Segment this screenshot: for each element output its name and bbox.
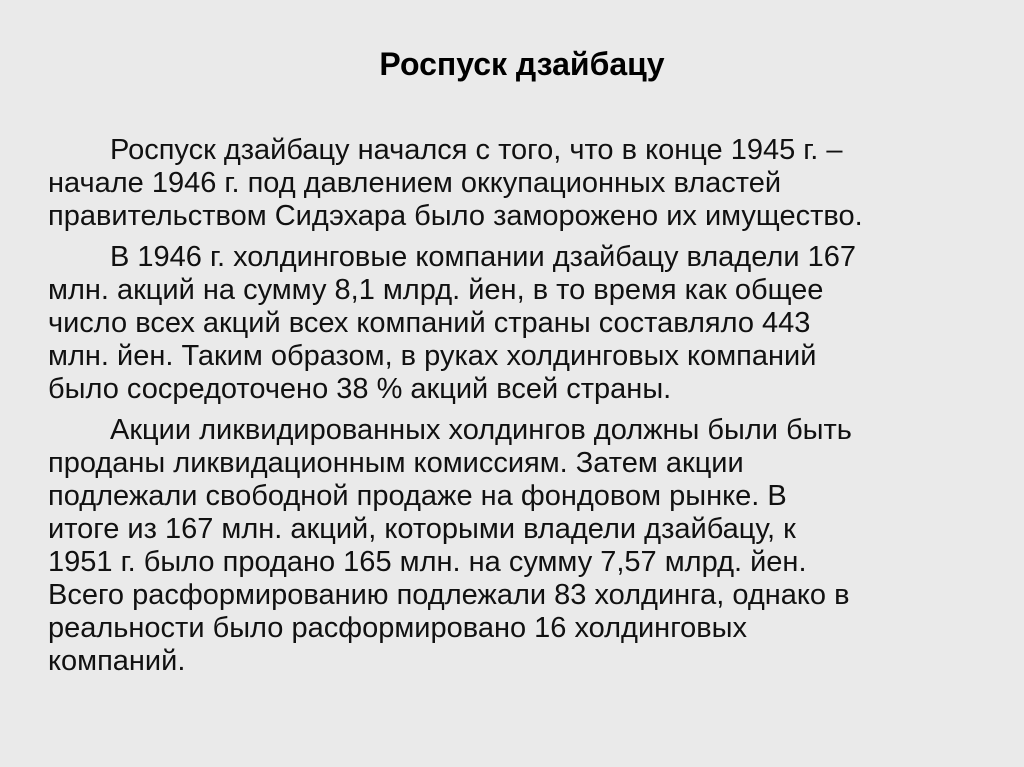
paragraph-2: В 1946 г. холдинговые компании дзайбацу владели 167 млн. акций на сумму 8,1 млрд. йен, в то время как общее число всех акций всех компаний страны составляло 443 млн. йен. Таким образом, в руках холдинговых компаний было сосредоточено 38 % акций всей страны. bbox=[48, 241, 856, 405]
paragraph-3: Акции ликвидированных холдингов должны были быть проданы ликвидационным комиссиям. Затем акции подлежали свободной продаже на фондовом рынке. В итоге из 167 млн. акций, которыми владели дзайбацу, к 1951 г. было продано 165 млн. на сумму 7,57 млрд. йен. Всего расформированию подлежали 83 холдинга, однако в реальности было расформировано 16 холдинговых компаний. bbox=[48, 414, 852, 677]
slide-title: Роспуск дзайбацу bbox=[379, 46, 665, 82]
paragraph-1: Роспуск дзайбацу начался с того, что в конце 1945 г. – начале 1946 г. под давлением оккупационных властей правительством Сидэхара было заморожено их имущество. bbox=[48, 134, 863, 232]
slide-body bbox=[48, 134, 1008, 686]
